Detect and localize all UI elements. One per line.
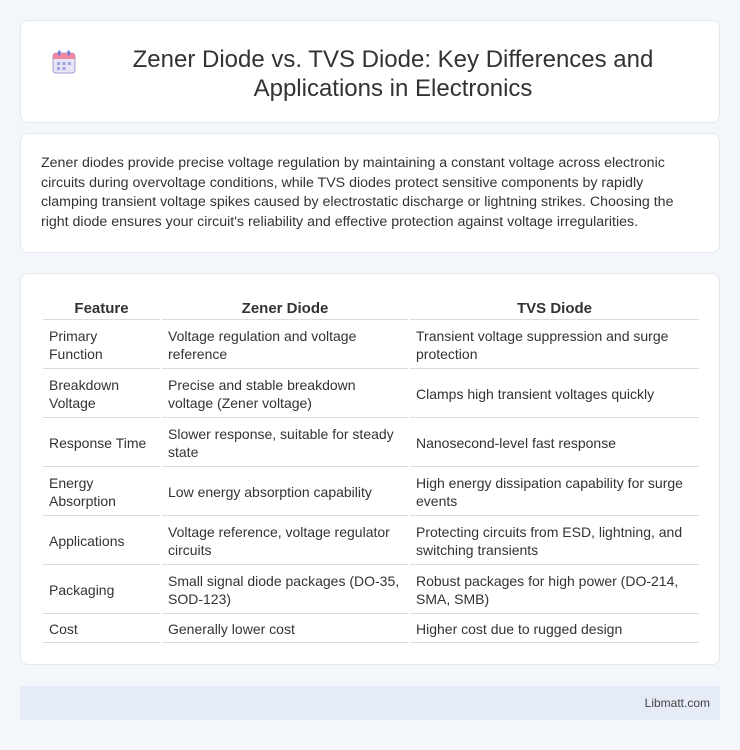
column-header-zener: Zener Diode: [162, 296, 408, 320]
tvs-cell: Clamps high transient voltages quickly: [410, 371, 699, 418]
table-row: [43, 420, 699, 467]
tvs-cell: Nanosecond-level fast response: [410, 420, 699, 467]
tvs-cell: Higher cost due to rugged design: [410, 616, 699, 643]
tvs-cell: Robust packages for high power (DO-214, SMA, SMB): [410, 567, 699, 614]
intro-paragraph: Zener diodes provide precise voltage regulation by maintaining a constant voltage across electronic circuits during overvoltage conditions, while TVS diodes protect sensitive components by rapidly clamping transient voltage spikes caused by electrostatic discharge or lightning strikes. Choosing the right diode ensures your circuit's reliability and effective protection against voltage irregularities.: [41, 155, 674, 230]
footer-site-link[interactable]: Libmatt.com: [644, 696, 710, 710]
feature-cell: Packaging: [43, 567, 160, 614]
feature-cell: Energy Absorption: [43, 469, 160, 516]
zener-cell: Precise and stable breakdown voltage (Zener voltage): [162, 371, 408, 418]
zener-cell: Voltage regulation and voltage reference: [162, 322, 408, 369]
table-row: [43, 322, 699, 369]
feature-cell: Breakdown Voltage: [43, 371, 160, 418]
table-row: [43, 518, 699, 565]
footer-bar: [20, 686, 720, 720]
header-card: [20, 20, 720, 123]
feature-cell: Cost: [43, 616, 160, 643]
table-row: [43, 616, 699, 643]
feature-cell: Response Time: [43, 420, 160, 467]
zener-cell: Generally lower cost: [162, 616, 408, 643]
table-header-row: [43, 296, 699, 320]
page-title: Zener Diode vs. TVS Diode: Key Differences and Applications in Electronics: [132, 46, 654, 102]
column-header-tvs: TVS Diode: [410, 296, 699, 320]
zener-cell: Small signal diode packages (DO-35, SOD-123): [162, 567, 408, 614]
title-row: [21, 21, 719, 103]
column-header-feature: Feature: [43, 296, 160, 320]
comparison-table-card: [20, 273, 720, 665]
comparison-table: [41, 294, 701, 645]
zener-cell: Slower response, suitable for steady state: [162, 420, 408, 467]
intro-card: [20, 133, 720, 253]
table-row: [43, 469, 699, 516]
table-row: [43, 371, 699, 418]
calendar-icon: [51, 49, 77, 75]
tvs-cell: Protecting circuits from ESD, lightning, and switching transients: [410, 518, 699, 565]
feature-cell: Primary Function: [43, 322, 160, 369]
zener-cell: Low energy absorption capability: [162, 469, 408, 516]
tvs-cell: High energy dissipation capability for surge events: [410, 469, 699, 516]
feature-cell: Applications: [43, 518, 160, 565]
table-row: [43, 567, 699, 614]
zener-cell: Voltage reference, voltage regulator circuits: [162, 518, 408, 565]
tvs-cell: Transient voltage suppression and surge protection: [410, 322, 699, 369]
